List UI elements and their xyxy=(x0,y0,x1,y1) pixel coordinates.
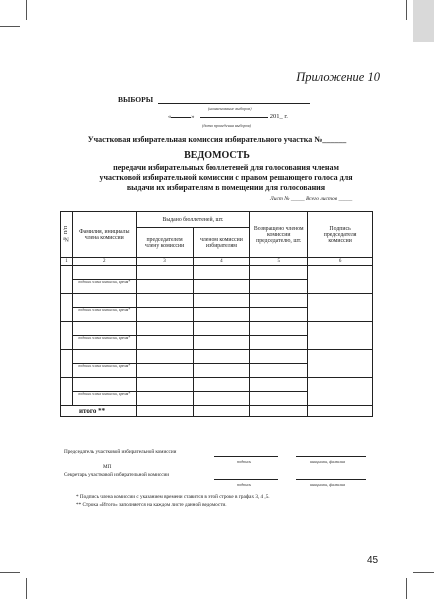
total-row xyxy=(61,406,373,417)
signature-hint: подпись члена комиссии, время* xyxy=(78,336,131,340)
col-number: 4 xyxy=(193,258,250,266)
crop-mark xyxy=(406,0,407,20)
elections-underline xyxy=(158,103,310,104)
chair-sign-hint: подпись xyxy=(237,459,252,464)
elections-label: ВЫБОРЫ xyxy=(118,95,154,104)
header-name: Фамилия, инициалы члена комиссии xyxy=(72,212,136,258)
table-row xyxy=(61,266,373,280)
distribution-table xyxy=(60,211,373,417)
sheet-counter: Лист № _____ Всего листов _____ xyxy=(270,196,353,202)
footnote: * Подпись члена комиссии с указанием времени ставится в этой строке в графах 3, 4 ,5. xyxy=(76,494,270,500)
date-hint: (дата проведения выборов) xyxy=(202,123,252,128)
date-quote-close: » xyxy=(191,113,195,120)
commission-line: Участковая избирательная комиссия избирательного участка №______ xyxy=(87,135,347,144)
secretary-name-hint: инициалы, фамилия xyxy=(310,482,346,487)
header-issued: Выдано бюллетеней, шт. xyxy=(136,212,250,228)
chair-label: Председатель участковой избирательной комиссии xyxy=(64,449,177,455)
chair-name-line xyxy=(296,456,366,457)
header-issued-member: членом комиссии избирателям xyxy=(193,228,250,258)
column-number-row xyxy=(61,258,373,266)
col-number: 5 xyxy=(250,258,308,266)
table-row xyxy=(61,350,373,364)
secretary-sign-hint: подпись xyxy=(237,482,252,487)
date-year: 201_ г. xyxy=(269,113,288,120)
table-row xyxy=(61,378,373,392)
secretary-label: Секретарь участковой избирательной комиссии xyxy=(64,472,170,478)
signature-hint: подпись члена комиссии, время* xyxy=(78,280,131,284)
crop-mark xyxy=(0,572,20,573)
elections-hint: (наименование выборов) xyxy=(208,106,252,111)
footnote: ** Строка «Итого» заполняется на каждом листе данной ведомости. xyxy=(76,502,227,508)
header-returned: Возвращено членом комиссии председателю, шт. xyxy=(250,212,308,258)
table-row xyxy=(61,294,373,308)
secretary-name-line xyxy=(296,479,366,480)
date-quote-open: « xyxy=(168,113,172,120)
crop-mark xyxy=(26,578,27,599)
page-number: 45 xyxy=(367,555,379,566)
total-label: итого ** xyxy=(61,406,137,417)
col-number: 6 xyxy=(308,258,373,266)
crop-mark xyxy=(413,572,434,573)
signature-hint: подпись члена комиссии, время* xyxy=(78,364,131,368)
appendix-label: Приложение 10 xyxy=(296,70,380,84)
header-num: № п/п xyxy=(61,212,73,258)
chair-name-hint: инициалы, фамилия xyxy=(310,459,346,464)
date-row xyxy=(168,113,288,120)
chair-sign-line xyxy=(214,456,278,457)
crop-mark xyxy=(26,0,27,20)
signature-hint: подпись члена комиссии, время* xyxy=(78,392,131,396)
secretary-sign-line xyxy=(214,479,278,480)
table-row xyxy=(61,322,373,336)
document-title: ВЕДОМОСТЬ xyxy=(184,150,250,161)
binding-strip xyxy=(413,0,434,42)
col-number: 3 xyxy=(136,258,193,266)
signature-hint: подпись члена комиссии, время* xyxy=(78,308,131,312)
seal-mark: МП xyxy=(103,464,112,470)
col-number: 2 xyxy=(72,258,136,266)
crop-mark xyxy=(0,26,20,27)
crop-mark xyxy=(406,578,407,599)
header-sign: Подпись председателя комиссии xyxy=(308,212,373,258)
header-issued-chair: председателем члену комиссии xyxy=(136,228,193,258)
document-subtitle: передачи избирательных бюллетеней для голосования членам участковой избирательной комиссии с правом решающего голоса для выдачи их избирателям в помещении для голосования xyxy=(99,163,353,192)
col-number: 1 xyxy=(61,258,73,266)
